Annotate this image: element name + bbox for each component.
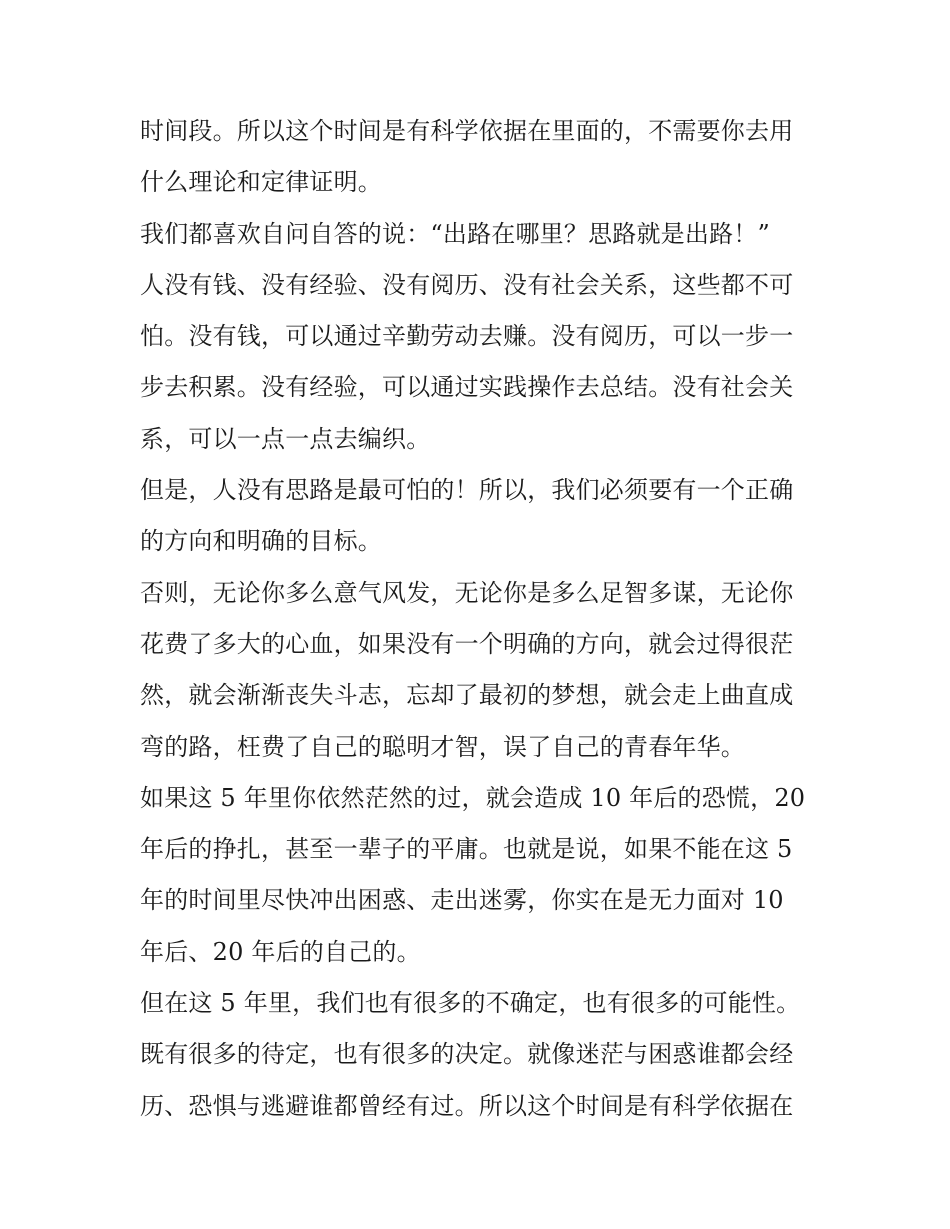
text-line: 弯的路，枉费了自己的聪明才智，误了自己的青春年华。 [140,732,745,761]
text-line: 人没有钱、没有经验、没有阅历、没有社会关系，这些都不可 [140,270,794,299]
text-line: 步去积累。没有经验，可以通过实践操作去总结。没有社会关 [140,373,794,402]
text-line: 否则，无论你多么意气风发，无论你是多么足智多谋，无论你 [140,578,794,607]
text-line: 时间段。所以这个时间是有科学依据在里面的，不需要你去用 [140,117,794,145]
text-line: 怕。没有钱，可以通过辛勤劳动去赚。没有阅历，可以一步一 [140,322,794,351]
text-line: 然，就会渐渐丧失斗志，忘却了最初的梦想，就会走上曲直成 [140,681,794,710]
text-line: 花费了多大的心血，如果没有一个明确的方向，就会过得很茫 [140,629,794,658]
text-line: 我们都喜欢自问自答的说：“出路在哪里？思路就是出路！” [140,219,770,248]
body-text [140,106,820,1132]
text-line: 系，可以一点一点去编织。 [140,424,431,453]
text-line: 但在这 5 年里，我们也有很多的不确定，也有很多的可能性。 [140,989,801,1018]
text-line: 什么理论和定律证明。 [140,168,382,197]
text-line: 但是，人没有思路是最可怕的！所以，我们必须要有一个正确 [140,476,794,505]
text-line: 的方向和明确的目标。 [140,527,382,556]
text-line: 年后的挣扎，甚至一辈子的平庸。也就是说，如果不能在这 5 [140,835,793,864]
text-line: 年后、20 年后的自己的。 [140,937,421,966]
text-line: 年的时间里尽快冲出困惑、走出迷雾，你实在是无力面对 10 [140,886,784,915]
text-line: 历、恐惧与逃避谁都曾经有过。所以这个时间是有科学依据在 [140,1091,794,1120]
text-line: 既有很多的待定，也有很多的决定。就像迷茫与困惑谁都会经 [140,1040,794,1069]
text-line: 如果这 5 年里你依然茫然的过，就会造成 10 年后的恐慌，20 [140,783,806,812]
